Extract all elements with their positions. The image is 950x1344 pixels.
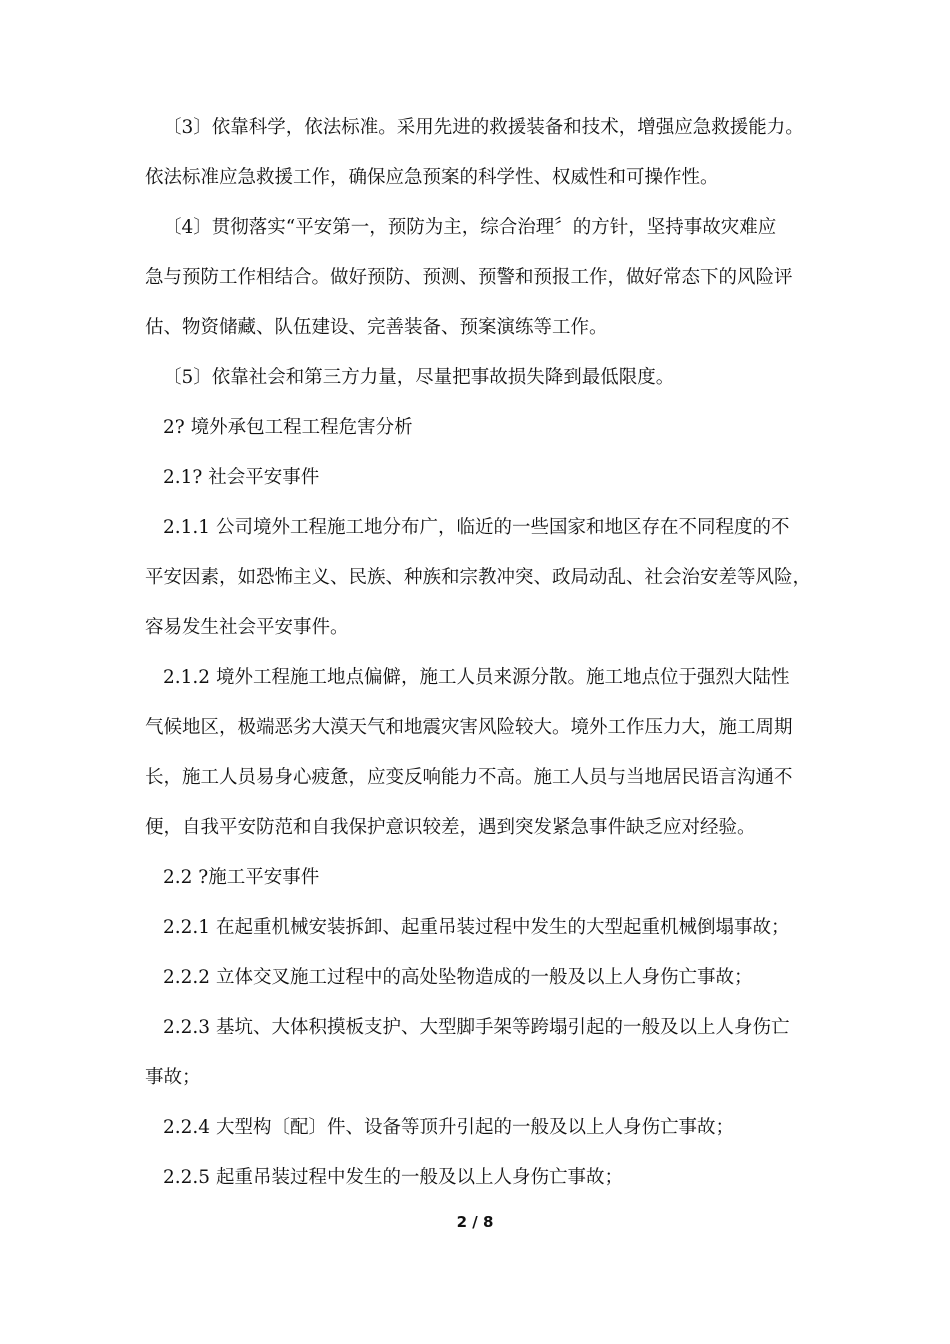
text-line: 2.2.2 立体交叉施工过程中的高处坠物造成的一般及以上人身伤亡事故； xyxy=(163,967,753,988)
text-line: 依法标准应急救援工作，确保应急预案的科学性、权威性和可操作性。 xyxy=(145,167,719,188)
text-line: 平安因素，如恐怖主义、民族、种族和宗教冲突、政局动乱、社会治安差等风险， xyxy=(145,567,812,588)
text-line: 2.2.5 起重吊装过程中发生的一般及以上人身伤亡事故； xyxy=(163,1167,623,1188)
text-line: 长，施工人员易身心疲惫，应变反响能力不高。施工人员与当地居民语言沟通不 xyxy=(145,767,793,788)
document-body xyxy=(145,103,817,1203)
text-line: 便，自我平安防范和自我保护意识较差，遇到突发紧急事件缺乏应对经验。 xyxy=(145,817,756,838)
text-line: 〔5〕依靠社会和第三方力量，尽量把事故损失降到最低限度。 xyxy=(163,367,675,388)
text-line: 2.2.1 在起重机械安装拆卸、起重吊装过程中发生的大型起重机械倒塌事故； xyxy=(163,917,790,938)
text-line: 〔3〕依靠科学，依法标准。采用先进的救援装备和技术，增强应急救援能力。 xyxy=(163,117,804,138)
text-line: 〔4〕贯彻落实“平安第一，预防为主，综合治理〞的方针，坚持事故灾难应 xyxy=(163,217,777,238)
text-line: 急与预防工作相结合。做好预防、预测、预警和预报工作，做好常态下的风险评 xyxy=(145,267,793,288)
text-line: 2.1.2 境外工程施工地点偏僻，施工人员来源分散。施工地点位于强烈大陆性 xyxy=(163,667,790,688)
text-line: 估、物资储藏、队伍建设、完善装备、预案演练等工作。 xyxy=(145,317,608,338)
text-line: 2? 境外承包工程工程危害分析 xyxy=(163,417,413,438)
text-line: 2.2.4 大型构〔配〕件、设备等顶升引起的一般及以上人身伤亡事故； xyxy=(163,1117,734,1138)
text-line: 气候地区，极端恶劣大漠天气和地震灾害风险较大。境外工作压力大，施工周期 xyxy=(145,717,793,738)
text-line: 2.1.1 公司境外工程施工地分布广，临近的一些国家和地区存在不同程度的不 xyxy=(163,517,790,538)
text-line: 2.2.3 基坑、大体积摸板支护、大型脚手架等跨塌引起的一般及以上人身伤亡 xyxy=(163,1017,790,1038)
text-line: 容易发生社会平安事件。 xyxy=(145,617,349,638)
text-line: 事故； xyxy=(145,1067,201,1088)
text-line: 2.2 ?施工平安事件 xyxy=(163,867,320,888)
page-number: 2 / 8 xyxy=(456,1213,494,1231)
text-line: 2.1? 社会平安事件 xyxy=(163,467,320,488)
